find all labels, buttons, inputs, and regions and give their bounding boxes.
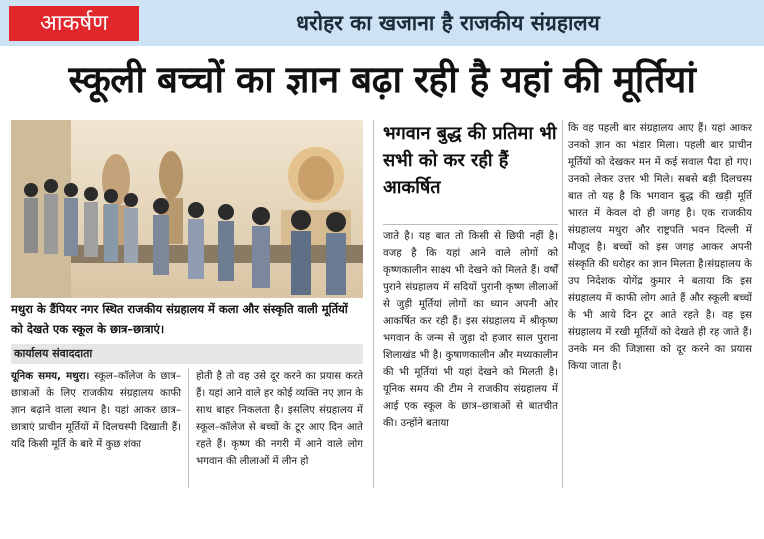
dateline: यूनिक समय, मथुरा। — [11, 371, 90, 382]
byline: कार्यालय संवाददाता — [14, 347, 93, 360]
column-rule — [562, 120, 563, 488]
article-column-3: जाते है। यह बात तो किसी से छिपी नहीं है। वजह है कि यहां आने वाले लोगों को कृष्णकालीन साक्ष्य भी देखने को मिलते हैं। वर्षों पुराने संग्रहालय में सदियों पुरानी कृष्ण लीलाओं से जुड़ी मूर्तियां लोगों का ध्यान अपनी ओर आकर्षित कर रही हैं। इस संग्रहालय में श्रीकृष्ण भगवान के जन्म से जुड़ा दो हजार साल पुराना शिलाखंड भी है। कुषाणकालीन और मध्यकालीन की भी मूर्तियां भी यहां देखने को मिलती है। यूनिक समय की टीम ने राजकीय संग्रहालय में आई एक स्कूल के छात्र–छात्राओं से बातचीत की। उन्होंने बताया — [383, 231, 558, 429]
section-tag: आकर्षण — [9, 6, 139, 41]
main-headline: स्कूली बच्चों का ज्ञान बढ़ा रही है यहां की मूर्तियां — [68, 58, 696, 101]
column-1-text: स्कूल–कॉलेज के छात्र–छात्राओं के लिए राजकीय संग्रहालय काफी ज्ञान बढ़ाने वाला स्थान है। यहां आकर छात्र–छात्राएं प्राचीन मूर्तियों में दिलचस्पी दिखाती हैं। यदि किसी मूर्ति के बारे में कुछ शंका — [11, 371, 181, 450]
subhead-divider — [383, 224, 558, 225]
column-rule — [188, 368, 189, 488]
news-photo — [11, 120, 363, 298]
museum-visit-illustration — [11, 120, 363, 298]
sub-headline: भगवान बुद्ध की प्रतिमा भी सभी को कर रही हैं आकर्षित — [383, 123, 557, 198]
column-rule — [373, 120, 374, 488]
article-column-1 — [11, 368, 181, 453]
photo-caption: मथुरा के डैंपियर नगर स्थित राजकीय संग्रहालय में कला और संस्कृति वाली मूर्तियों को देखते एक स्कूल के छात्र–छात्राएं। — [11, 299, 363, 341]
article-column-4: कि वह पहली बार संग्रहालय आए हैं। यहां आकर उनको ज्ञान का भंडार मिला। पहली बार प्राचीन मूर्तियों को देखकर मन में कई सवाल पैदा हो गए। उनको लेकर उत्तर भी मिले। सबसे बड़ी दिलचस्प बात तो यह है कि भगवान बुद्ध की खड़ी मूर्ति भारत में केवल दो ही जगह है। एक राजकीय संग्रहालय मथुरा और राष्ट्रपति भवन दिल्ली में मौजूद है। बच्चों को इस जगह आकर अपनी संस्कृति की धरोहर का ज्ञान मिलता है।संग्रहालय के उप निदेशक योगेंद्र कुमार ने बताया कि इस संग्रहालय में काफी लोग आते हैं और स्कूली बच्चों के भी आये दिन टूर आते रहते है। वह इस संग्रहालय में रखी मूर्तियों को देखते ही रह जाते हैं। उनके मन की जिज्ञासा को दूर करने का प्रयास किया जाता है। — [568, 123, 752, 372]
kicker-headline: धरोहर का खजाना है राजकीय संग्रहालय — [296, 11, 600, 35]
article-column-2: होती है तो वह उसे दूर करने का प्रयास करते हैं। यहां आने वाले हर कोई व्यक्ति नए ज्ञान के साथ बाहर निकलता है। इसलिए संग्रहालय में स्कूल–कॉलेज से बच्चों के टूर आए दिन आते रहते हैं। कृष्ण की नगरी में आने वाले लोग भगवान की लीलाओं में लीन हो — [196, 371, 363, 467]
